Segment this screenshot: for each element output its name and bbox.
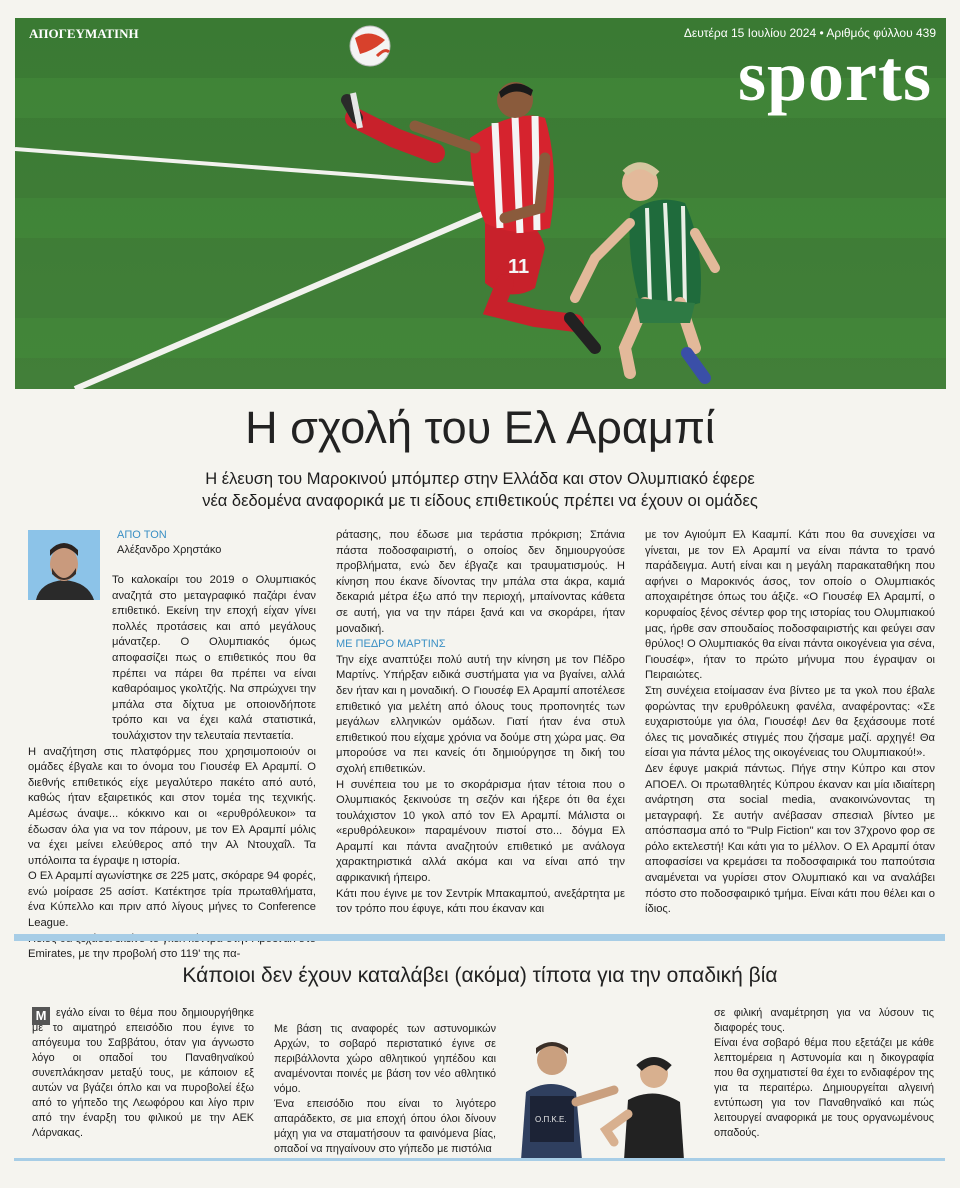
paragraph: σε φιλική αναμέτρηση για να λύσουν τις διαφορές τους. (714, 1007, 934, 1034)
article-headline: Η σχολή του Ελ Αραμπί (245, 402, 715, 453)
paragraph: Ένα επεισόδιο που είναι το λιγότερο απαράδεκτο, σε μια εποχή όπου όλοι δίνουν μάχη για να σταματήσουν τα φαινόμενα βίας, οπαδοί να πηγαίνουν στο γήπεδο με πιστόλια (274, 1098, 496, 1155)
paragraph: Είναι ένα σοβαρό θέμα που εξετάζει με κάθε λεπτομέρεια η Αστυνομία και η δικογραφία που θα σχηματιστεί θα έχει το ενδιαφέρον της για τα περαιτέρω. Δημιουργείται αλγεινή εντύπωση για τον Παναθηναϊκό και πώς λειτουργεί αναφορικά με τους οργανωμένους οπαδούς. (714, 1037, 934, 1139)
paragraph: εγάλο είναι το θέμα που δημιουργήθηκε με το αιματηρό επεισόδιο που έγινε το απόγευμα του Σαββάτου, όταν για άγνωστο λόγο οι οπαδοί του Παναθηναϊκού συνεπλάκησαν μεταξύ τους, με κάποιον εξ αυτών να βγάζει όπλο και να πυροβολεί έξω από το γήπεδο της Λεωφόρου και λίγο πριν από την έναρξη του φιλικού με την ΑΕΚ Λάρνακας. (32, 1007, 254, 1139)
paragraph: Στη συνέχεια ετοίμασαν ένα βίντεο με τα γκολ που έβαλε φορώντας την ερυθρόλευκη φανέλα, αναφέροντας: «Σε ευχαριστούμε για όλα, Γιουσέφ! Δεν θα ξεχάσουμε ποτέ όλες τις μοναδικές στιγμές που ζήσαμε μαζί. αρχηγέ! Θα είσαι για πάντα μέλος της οικογένειας του Ολυμπιακού!». (645, 684, 935, 760)
police-photo (496, 1030, 710, 1160)
sidebar-headline: Κάποιοι δεν έχουν καταλάβει (ακόμα) τίποτα για την οπαδική βία (182, 964, 778, 987)
paragraph: Δεν έφυγε μακριά πάντως. Πήγε στην Κύπρο και στον ΑΠΟΕΛ. Οι πρωταθλητές Κύπρου έκαναν και μία ιδιαίτερη ανάρτηση στα social media, ανακοινώνοντας τη μεταγραφή. Σε αυτήν ανέβασαν σπεσιαλ βίντεο με απόσπασμα από το "Pulp Fiction" και τον 37χρονο φορ σε ρόλο εκτελεστή! Και κάτι για το μέλλον. Ο Ελ Αραμπί όταν αποφασίσει να κρεμάσει τα ποδοσφαιρικά του παπούτσια αναμένεται να γυρίσει στον Ολυμπιακό και να αναλάβει πόστο στο ποδοσφαιρικό τμήμα. Είναι κάτι που θέλει και ο ίδιος. (645, 762, 935, 916)
section-title: sports (737, 36, 932, 116)
football (350, 26, 390, 66)
standfirst-line-1: Η έλευση του Μαροκινού μπόμπερ στην Ελλάδα και στον Ολυμπιακό έφερε (205, 470, 755, 488)
paragraph: με τον Αγιούμπ Ελ Κααμπί. Κάτι που θα συνεχίσει να γίνεται, με τον Ελ Αραμπί να είναι πάντα το τρανό παράδειγμα. Αυτή είναι και η μεγάλη παρακαταθήκη που αφήνει ο Μαροκινός άσος, τον οποίο ο Ολυμπιακός αποχαιρέτησε όπως του άξιζε. «Ο Γιουσέφ Ελ Αραμπί, ο κορυφαίος ξένος σέντερ φορ της ιστορίας του Ολυμπιακού μας, ήρθε σαν σπουδαίος ποδοσφαιριστής και φεύγει σαν θρύλος! Ο Ολυμπιακός θα είναι πάντα οικογένεια για σένα, Γιουσέφ», ήταν το πρώτο μήνυμα που έγραψαν οι Πειραιώτες. (645, 529, 935, 682)
article-column-3 (645, 528, 935, 918)
section-divider (14, 934, 945, 941)
paragraph: Η αναζήτηση στις πλατφόρμες που χρησιμοποιούν οι ομάδες έβγαλε και το όνομα του Γιουσέφ Ελ Αραμπί. Ο διεθνής επιθετικός είχε μεγαλύτερο πακέτο από αυτό, καθώς ήταν εξαιρετικός και στον τομέα της τεχνικής. Αμέσως άναψε... κόκκινο και οι «ερυθρόλευκοι» τα έδωσαν όλα για να τον πάρουν, με τον Ελ Αραμπί μόλις να έχει μείνει ελεύθερος από την Αλ Ντουχαΐλ. Τα υπόλοιπα τα έγραψε η ιστορία. (28, 745, 316, 867)
standfirst-line-2: νέα δεδομένα αναφορικά με τι είδους επιθετικούς πρέπει να έχουν οι ομάδες (202, 492, 758, 510)
paragraph: Την είχε αναπτύξει πολύ αυτή την κίνηση με τον Πέδρο Μαρτίνς. Υπήρξαν ειδικά συστήματα για να βγαίνει, αλλά δεν ήταν και η μοναδική. Ο Γιουσέφ Ελ Αραμπί αποτέλεσε επιθετικό για μελέτη από όλους τους προπονητές των μεγάλων ελληνικών ομάδων. Γιατί ήταν ένα στυλ επιθετικού που είχαμε χρόνια να δούμε στη χώρα μας. Θα μπορούσε να πει κανείς ότι δημιούργησε τη δική του σχολή επιθετικών. (336, 653, 625, 775)
drop-cap: Μ (32, 1007, 50, 1025)
sidebar-column-1 (32, 1006, 254, 1141)
hero-photo (15, 18, 946, 389)
bottom-rule (14, 1158, 945, 1161)
byline-label: ΑΠΟ ΤΟΝ (117, 529, 167, 541)
vest-label: Ο.Π.Κ.Ε. (535, 1115, 567, 1124)
paragraph: Η συνέπεια του με το σκοράρισμα ήταν τέτοια που ο Ολυμπιακός ξεκινούσε τη σεζόν και ήξερε ότι θα έχει τουλάχιστον 10 γκολ από τον Ελ Αραμπί. Μάλιστα οι «ερυθρόλευκοι» παραμένουν πιστοί στο... δόγμα Ελ Αραμπί και πάντα αναζητούν επιθετικό με ανάλογα χαρακτηριστικά αλλά ακόμα και να είναι από την αφρικανική ήπειρο. (336, 778, 625, 885)
paragraph: Ο Ελ Αραμπί αγωνίστηκε σε 225 ματς, σκόραρε 94 φορές, ενώ μοίρασε 25 ασίστ. Κατέκτησε τρία πρωταθλήματα, ένα Κύπελλο και πριν από λίγους μήνες το Conference League. (28, 870, 316, 930)
sidebar-column-2 (274, 1022, 496, 1157)
article-column-1 (28, 573, 316, 963)
byline-author: Αλέξανδρο Χρηστάκο (117, 544, 222, 556)
paragraph: ράτασης, που έδωσε μια τεράστια πρόκριση; Σπάνια πάστα ποδοσφαιριστή, ο οποίος δεν δημιουργούσε προβλήματα, ενώ δεν έβγαζε και τραυματισμούς. Η κίνηση που έκανε δίνοντας την μπάλα στα άκρα, καμιά δεκαριά μέτρα έξω από την περιοχή, μπαίνοντας κάθετα σε αυτή, για να την πάρει ξανά και να σκοράρει, ήταν μοναδική. (336, 529, 625, 635)
issue-info: Δευτέρα 15 Ιουλίου 2024 • Αριθμός φύλλου 439 (683, 26, 936, 40)
police-officers-illustration (496, 1030, 710, 1160)
sidebar-column-3 (714, 1006, 934, 1141)
paragraph: Με βάση τις αναφορές των αστυνομικών Αρχών, το σοβαρό περιστατικό έγινε σε περιβάλλοντα χώρο αθλητικού γηπέδου και αναμένονται ποινές με βάση τον νέο αθλητικό νόμο. (274, 1023, 496, 1095)
article-standfirst (100, 468, 860, 512)
subheading: ΜΕ ΠΕΔΡΟ ΜΑΡΤΙΝΣ (336, 638, 446, 651)
masthead: ΑΠΟΓΕΥΜΑΤΙΝΗ (29, 26, 139, 41)
article-column-2 (336, 528, 625, 918)
paragraph: Emirates, με την προβολή στο 119' της πα- (28, 948, 241, 961)
paragraph: Κάτι που έγινε με τον Σεντρίκ Μπακαμπού, ανεξάρτητα με τον τρόπο που έφυγε, κάτι που έκαναν και (336, 887, 625, 916)
shirt-number: 11 (508, 256, 530, 278)
paragraph: Το καλοκαίρι του 2019 ο Ολυμπιακός αναζητά στο μεταγραφικό παζάρι έναν επιθετικό. Εκείνη την εποχή είχαν γίνει πολλές προτάσεις και από μεγάλους μάνατζερ. Ο Ολυμπιακός όμως αποφασίζει πως ο επιθετικός που θα πρέπει να πάρει θα πρέπει να είναι καθαρόαιμος γκολτζής. Να σπρώχνει την μπάλα στα δίχτυα με οποιονδήποτε τρόπο και να έχει καλά στατιστικά, τουλάχιστον την τελευταία πενταετία. (112, 574, 316, 742)
